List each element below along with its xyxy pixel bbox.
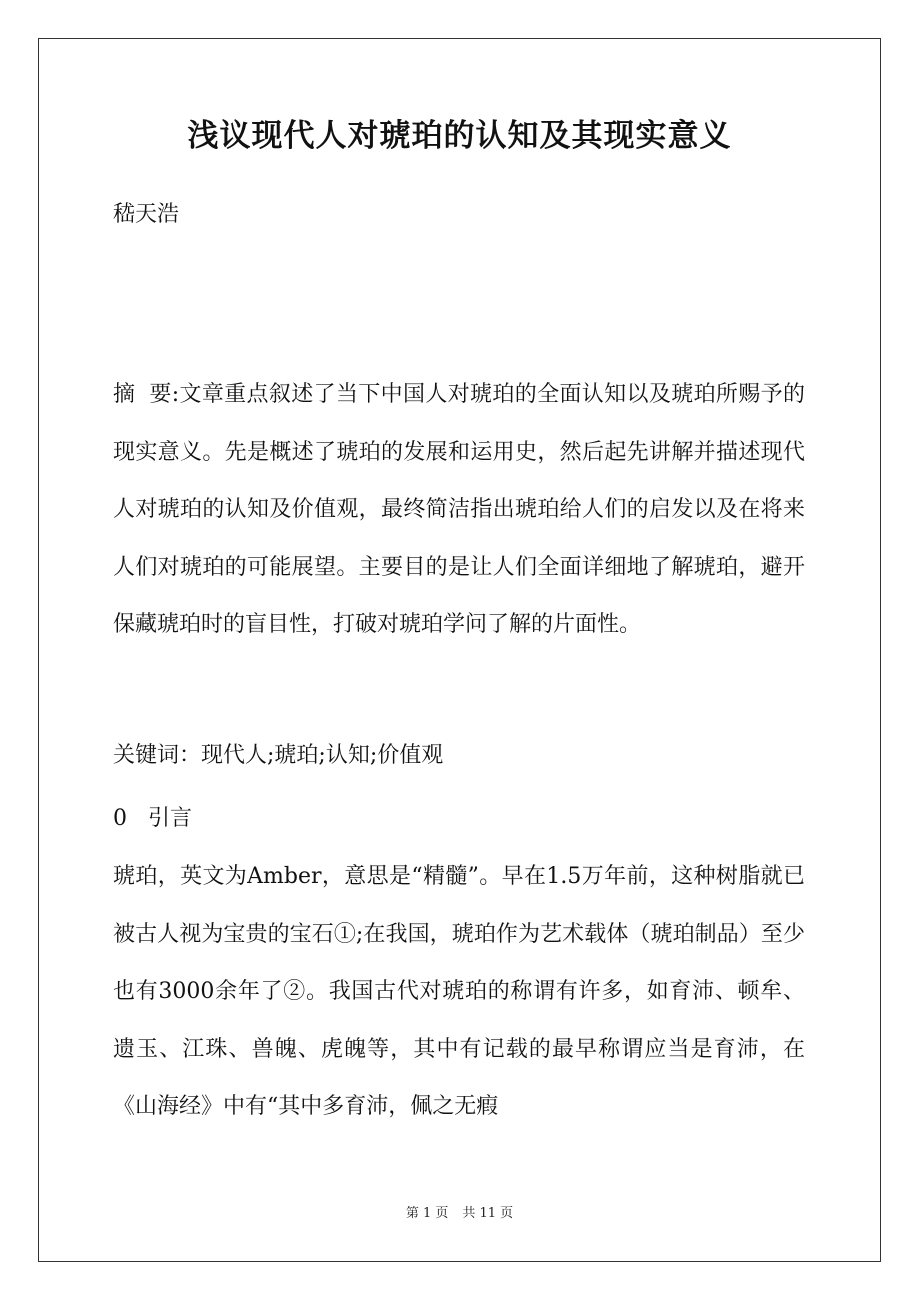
keywords-label: 关键词： [113, 743, 202, 768]
page-number: 第 1 页 [405, 1206, 449, 1221]
section-number: 0 [113, 806, 127, 831]
abstract-paragraph [113, 366, 805, 654]
intro-paragraph: 琥珀，英文为Amber，意思是“精髓”。早在1.5万年前，这种树脂就已被古人视为宝贵的宝石①;在我国，琥珀作为艺术载体（琥珀制品）至少也有3000余年了②。我国古代对琥珀的称谓有许多，如育沛、顿牟、遗玉、江珠、兽魄、虎魄等，其中有记载的最早称谓应当是育沛，在《山海经》中有“其中多育沛，佩之无瘕 [113, 864, 805, 1119]
keywords-text: 现代人;琥珀;认知;价值观 [201, 743, 444, 768]
abstract-label-second: 要: [149, 382, 180, 407]
author-name: 嵇天浩 [113, 202, 180, 227]
abstract-text: 文章重点叙述了当下中国人对琥珀的全面认知以及琥珀所赐予的现实意义。先是概述了琥珀的发展和运用史，然后起先讲解并描述现代人对琥珀的认知及价值观，最终简洁指出琥珀给人们的启发以及在将来人们对琥珀的可能展望。主要目的是让人们全面详细地了解琥珀，避开保藏琥珀时的盲目性，打破对琥珀学问了解的片面性。 [113, 382, 805, 637]
document-title: 浅议现代人对琥珀的认知及其现实意义 [187, 118, 732, 154]
keywords-line [113, 727, 805, 785]
page-footer [38, 1204, 881, 1224]
page-total: 共 11 页 [462, 1206, 514, 1221]
section-title: 引言 [148, 806, 193, 831]
abstract-label-first: 摘 [113, 382, 136, 407]
section-heading [113, 790, 805, 848]
